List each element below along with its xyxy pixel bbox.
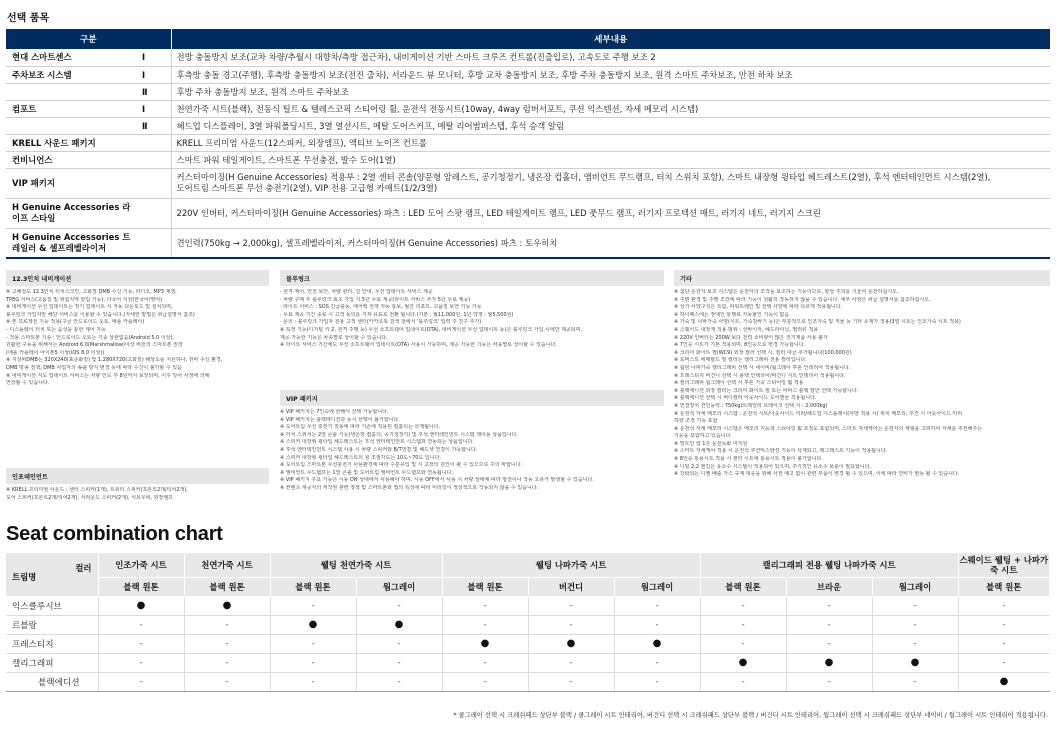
trim-row bbox=[6, 615, 1050, 634]
nav-note-title: 12.3인치 내비게이션 bbox=[6, 270, 269, 286]
option-description-line: 헤드업 디스플레이, 3열 파워폴딩시트, 3열 열선시트, 메탈 도어스커프, 메탈 리어범퍼스텝, 후석 승객 알림 bbox=[176, 120, 565, 131]
availability-dash: - bbox=[98, 653, 184, 672]
ent-notes bbox=[6, 487, 271, 502]
option-level: Ⅰ bbox=[142, 69, 146, 80]
nav-notes bbox=[6, 289, 271, 388]
availability-dash: - bbox=[442, 653, 528, 672]
note-line: ※ 스마트 자세케어 적용 시 운전석 쿠션익스텐션 기능이 삭제되고, 레그레스트 기능이 적용됩니다. bbox=[674, 448, 888, 455]
note-line: ※ 지상파DMB는 320X240(표준화질) 및 1,280X720(고화질) 해상도를 지원하나, 전파 수신 환경, bbox=[6, 357, 223, 364]
availability-dash: - bbox=[958, 596, 1049, 615]
option-name bbox=[6, 66, 171, 83]
option-name bbox=[6, 49, 171, 66]
note-line: ※ 220V 인버터는 200W 보다 전력 소비량이 많은 전기제품 사용 불가 bbox=[674, 334, 828, 341]
note-line: ※ 스피커 내장형 윙타입 헤드레스트의 윙 조절각도는 10도~70도 입니다. bbox=[280, 454, 441, 461]
availability-dash: - bbox=[98, 672, 184, 691]
group-header: 천연가죽 시트 bbox=[184, 553, 270, 577]
note-line: 블루링크 가입자만 해당 서비스를 이용할 수 있습니다.(자세한 방법은 취급설명서 참조) bbox=[6, 311, 195, 318]
note-line: ※ 컨텐츠 재공자의 저작권 관련 정책 및 스마트폰과 앱의 특성에 따라 미러링이 정상적으로 작동되지 않을 수 있습니다. bbox=[280, 484, 539, 491]
note-line: ※ 폰 프로젝션 기능 적용(구글 안드로이드 오토, 애플 카플레이) bbox=[6, 319, 145, 326]
availability-dash: - bbox=[528, 653, 614, 672]
note-line: ※ 고해상도 12.3인치 터치스크린, 고화질 DMB 수신 기능, 라디오, MP3 재생, bbox=[6, 289, 177, 295]
availability-dash: - bbox=[98, 634, 184, 653]
availability-dash: - bbox=[700, 634, 786, 653]
options-row bbox=[6, 134, 1050, 151]
note-line: ※ 주변 환경 및 주행 조건에 따라 기능이 원활히 작동하지 않을 수 있습니다. 세부 사항은 취급 설명서를 참조하십시오. bbox=[674, 296, 931, 303]
options-title: 선택 품목 bbox=[7, 13, 50, 24]
option-name bbox=[6, 151, 171, 168]
availability-dash: - bbox=[700, 672, 786, 691]
options-header-category: 구분 bbox=[6, 29, 171, 49]
bluelink-note-title: 블루링크 bbox=[280, 270, 664, 286]
note-line: ※ 프레스티지 버건디 선택 시 블랙 인테리어/버건디 시트 인테리어 적용됩니다. bbox=[674, 372, 846, 379]
note-line: - 적용 스마트폰 기종 : 안드로이드 오토는 기종 상관없음(Android 5.0 이상), bbox=[6, 334, 175, 341]
color-header: 블랙 원톤 bbox=[270, 577, 356, 596]
group-header: 웰팅 천연가죽 시트 bbox=[270, 553, 442, 577]
trim-name: 르블랑 bbox=[6, 615, 98, 634]
note-line: ※ VIP 패키지는 7인승에 한해서 선택 가능합니다. bbox=[280, 409, 389, 415]
options-header-details: 세부내용 bbox=[171, 29, 1050, 49]
option-name-text: 컴포트 bbox=[12, 103, 37, 114]
availability-dot: ● bbox=[270, 615, 356, 634]
note-line: ※ 도어트림 스마트폰 무선충전기 사용환경에 따라 수분유입 및 시 고장의 원인이 될 수 있으므로 주의 바랍니다. bbox=[280, 462, 523, 469]
availability-dash: - bbox=[872, 672, 958, 691]
availability-dash: - bbox=[958, 634, 1049, 653]
note-line: · 라이트 서비스 : SOS 긴급출동, 에어백 전개 자동 통보, 월간 리포트, 고품질 보안 기능 가능 bbox=[280, 304, 482, 311]
option-description bbox=[171, 49, 1050, 66]
note-line: - 디스플레이 터치 또는 음성을 통한 제어 가능 bbox=[6, 326, 106, 333]
option-description-line: 커스터마이징(H Genuine Accessories) 적용부 : 2열 센터 콘솔(양문형 암레스트, 공기청정기, 냉온장 컵홀더, 앰비언트 무드램프, 터치 스위치 포함), 스마트 내장형 윙타입 헤드레스트(2열), 후석 엔터테인먼트 시스템(2열), bbox=[176, 172, 991, 182]
option-description bbox=[171, 100, 1050, 117]
availability-dot: ● bbox=[442, 634, 528, 653]
trim-name: 캘리그래피 bbox=[6, 653, 98, 672]
note-line: ※ 가죽 및 나파가죽 사양(시트, 가죽감싸기 등)은 부분적으로 인조가죽 및 직물 등 기타 소재가 적용(3열 시트는 인조가죽 시트 적용) bbox=[674, 319, 961, 326]
color-header: 웜그레이 bbox=[872, 577, 958, 596]
etc-note-title: 기타 bbox=[674, 270, 1050, 286]
availability-dash: - bbox=[442, 615, 528, 634]
vip-notes bbox=[280, 409, 668, 493]
availability-dash: - bbox=[872, 634, 958, 653]
seat-combination-table bbox=[6, 553, 1050, 692]
note-line: ※ 빌트인 캠 1은 운전녹화 미지원 bbox=[674, 440, 748, 447]
option-name bbox=[6, 83, 171, 100]
availability-dash: - bbox=[700, 596, 786, 615]
group-header: 웰팅 나파가죽 시트 bbox=[442, 553, 700, 577]
availability-dash: - bbox=[700, 615, 786, 634]
note-line: ※ 블랙에디션 외장 컬러는 크리미 화이트 펄 또는 어비스 블랙 펄만 선택 가능합니다. bbox=[674, 387, 859, 394]
option-description bbox=[171, 151, 1050, 168]
options-row bbox=[6, 83, 1050, 100]
option-name-text: 컨비니언스 bbox=[12, 154, 53, 165]
note-line: 제공 가능한 기능은 차종별로 상이할 수 있습니다. bbox=[280, 334, 388, 341]
note-line: ※ 운전석 자세 메모리 시스템은 메모리 기능과 스티어링 휠 조정도 포함되며, 스마트 자세케어는 운전자의 체형을 고려하여 자세를 추천해주는 bbox=[674, 425, 983, 432]
note-line: 도어 스피커(프론트2개/리어2개), 서라운드 스피커(2개), 서브우퍼, 외장앰프 bbox=[6, 494, 173, 501]
color-header: 브라운 bbox=[786, 577, 872, 596]
color-header: 버건디 bbox=[528, 577, 614, 596]
note-line: · 무료 제공 기간 종료 시 고객 동의를 거쳐 유료로 전환 됩니다.(기본 : 월11,000원, 1년 약정 : 월5,500원) bbox=[280, 311, 514, 318]
corner-color-label: 컬러 bbox=[75, 563, 92, 573]
availability-dash: - bbox=[614, 596, 700, 615]
seat-table-corner bbox=[6, 553, 98, 596]
option-name bbox=[6, 168, 171, 198]
option-name-text: KRELL 사운드 패키지 bbox=[12, 137, 96, 148]
availability-dash: - bbox=[270, 672, 356, 691]
availability-dash: - bbox=[528, 672, 614, 691]
note-line: ※ 스피커 내장형 윙타입 헤드레스트는 후석 엔터테인먼트 시스템과 연동되는 상품입니다. bbox=[280, 439, 474, 446]
note-line: 연장될 수 있습니다. bbox=[6, 380, 50, 387]
note-line: 원활한 구동을 위해서는 Android 6.0(Marshmallow)이상 버전의 스마트폰 권장 bbox=[6, 342, 183, 349]
bluelink-notes bbox=[280, 289, 668, 350]
note-line: ※ 상기 사양구성은 트림, 파워트레인 및 선택 사양에 따라 다르게 적용됩니다. bbox=[674, 304, 843, 311]
availability-dash: - bbox=[356, 672, 442, 691]
option-level: Ⅰ bbox=[142, 52, 146, 63]
option-description-line: 천연가죽 시트(블랙), 전동식 틸트 & 텔레스코픽 스티어링 휠, 운전석 전동시트(10way, 4way 럼버서포트, 쿠션 익스텐션, 자세 메모리 시스템) bbox=[176, 103, 699, 114]
option-description bbox=[171, 66, 1050, 83]
option-name-text: H Genuine Accessories 라이프 스타일 bbox=[12, 202, 131, 223]
note-line: ※ VIP 패키지는 블랙테디션과 동시 선택이 불가합니다. bbox=[280, 416, 400, 423]
note-line: ※ 앰비언트 무드램프는 1열 콘솔 및 도어트림 앰비언트 무드램프와 연동됩니다. bbox=[280, 469, 453, 476]
seat-chart-title: Seat combination chart bbox=[6, 523, 223, 545]
trim-row bbox=[6, 596, 1050, 615]
availability-dash: - bbox=[184, 634, 270, 653]
availability-dot: ● bbox=[700, 653, 786, 672]
color-header: 블랙 원톤 bbox=[184, 577, 270, 596]
note-line: ※ 운전석 자세 메모리 시스템 : 운전석 시트/아웃사이드 미러/헤드업 디스플레이(사양 적용 시) 위치 메모리, 후진 시 아웃사이드 미러 bbox=[674, 410, 963, 417]
availability-dash: - bbox=[872, 615, 958, 634]
option-description-line: 스마트 파워 테일게이트, 스마트폰 무선충전, 발수 도어(1열) bbox=[176, 154, 396, 165]
note-line: ※ 연결장치 견인능력 : 750kg(트레일러 브레이크 선택 시 : 2,000kg) bbox=[674, 402, 828, 409]
note-line: ※ 특정 기능(디지털 키 2, 원격 주행 등) 무선 소프트웨어 업데이트(OTA), 내비게이션 무선 업데이트 등)은 블루링크 가입 시에만 제공되며, bbox=[280, 326, 583, 333]
option-name-text: VIP 패키지 bbox=[12, 178, 55, 188]
ent-note-title: 인포테인먼트 bbox=[6, 468, 269, 484]
note-line: ※ 블랙에디션 선택 시 버디컬러 아웃사이드 도어핸들 적용됩니다. bbox=[674, 395, 817, 402]
note-line: · 원격 제어, 안전 보안, 차량 관리, 길 안내, 무선 업데이트 서비스 제공 bbox=[280, 289, 433, 295]
availability-dot: ● bbox=[872, 653, 958, 672]
note-line: ※ 라이트 서비스 기간에도 무선 소프트웨어 업데이트(OTA) 사용이 가능하며, 제공 가능한 기능은 차종별로 상이할 수 있습니다. bbox=[280, 342, 557, 349]
option-name bbox=[6, 117, 171, 134]
availability-dash: - bbox=[786, 596, 872, 615]
option-description-line: KRELL 프리미엄 사운드(12스피커, 외장앰프), 액티브 노이즈 컨트롤 bbox=[176, 137, 427, 148]
availability-dash: - bbox=[270, 634, 356, 653]
availability-dash: - bbox=[786, 672, 872, 691]
note-line: ※ 캘리그래피 웜그레이 선택 시 투톤 가죽 스티어링 휠 적용 bbox=[674, 380, 804, 387]
option-name bbox=[6, 134, 171, 151]
note-line: ※ 터치 스위치는 2열 콘솔 기능(냉온장 컵홀더, 공기청정기) 및 후석 엔터테인먼트 시스템 제어용 상품입니다. bbox=[280, 431, 518, 438]
availability-dash: - bbox=[872, 596, 958, 615]
option-name bbox=[6, 100, 171, 117]
option-description bbox=[171, 168, 1050, 198]
option-description-line: 견인력(750kg → 2,000kg), 셀프레벨라이저, 커스터마이징(H Genuine Accessories) 파츠 : 토우히치 bbox=[176, 237, 558, 248]
vip-note-title: VIP 패키지 bbox=[280, 390, 664, 406]
group-header: 스웨이드 웰팅 + 나파가죽 시트 bbox=[958, 553, 1049, 577]
trim-row bbox=[6, 634, 1050, 653]
note-line: ※ 7인승 시트가 기본 적용되며, 8인승으로 변경 가능합니다. bbox=[674, 342, 806, 349]
group-header: 인조가죽 시트 bbox=[98, 553, 184, 577]
availability-dash: - bbox=[958, 615, 1049, 634]
availability-dot: ● bbox=[958, 672, 1049, 691]
option-name-text: H Genuine Accessories 트레일러 & 셀프레벨라이저 bbox=[12, 231, 131, 253]
option-description-line: 후방 주차 충돌방지 보조, 원격 스마트 주차보조 bbox=[176, 86, 349, 97]
group-header: 캘리그래피 전용 웰팅 나파가죽 시트 bbox=[700, 553, 958, 577]
note-line: ※ KRELL 프리미엄 사운드 : 센터 스피커(1개), 트위터 스피커(프론트2개/리어2개), bbox=[6, 487, 188, 493]
availability-dash: - bbox=[356, 653, 442, 672]
note-line: ※ 스웨이드 내장재 적용 범위 : 선바이저, 헤드라이닝, 필러류 적용 bbox=[674, 326, 819, 333]
color-header: 블랙 원톤 bbox=[98, 577, 184, 596]
note-line: ※ 강화되는 디젤 배출 가스 규제 대응을 위해 사전 예고 없이 관련 부품이 변경 될 수 있으며, 이에 따라 연비가 변동 될 수 있습니다. bbox=[674, 471, 960, 478]
color-header: 웜그레이 bbox=[356, 577, 442, 596]
availability-dash: - bbox=[528, 615, 614, 634]
option-level: Ⅱ bbox=[142, 86, 148, 97]
note-line: DMB 방송 정책, DMB 사업자의 송출 방식 변경 등에 따라 수신이 불가할 수 있음 bbox=[6, 364, 182, 371]
option-description bbox=[171, 117, 1050, 134]
availability-dash: - bbox=[270, 653, 356, 672]
note-line: ※ 도어트림 무선 충전기 적용에 따라 기존에 적용된 컵홀더는 삭제됩니다. bbox=[280, 424, 441, 431]
note-line: ※ 하이패스에는 장애인 통행료 자동할인 기능이 없음 bbox=[674, 311, 790, 318]
color-header: 블랙 원톤 bbox=[958, 577, 1049, 596]
option-description-line: 후측방 충돌 경고(주행), 후측방 충돌방지 보조(전진 출차), 서라운드 뷰 모니터, 후방 교차 충돌방지 보조, 후방 주차 충돌방지 보조, 원격 스마트 주차보조, 안전 하차 보조 bbox=[176, 69, 793, 80]
note-line: ※ 내비게이션 지도 업데이트 서비스는 차량 인도 후 8년까지 보장되며, 이후 당사 사정에 의해 bbox=[6, 372, 210, 379]
trim-name: 익스클루시브 bbox=[6, 596, 98, 615]
note-line: (애플 카플레이 아이폰5 이상(iOS 8.0 이상)) bbox=[6, 349, 105, 356]
option-level: Ⅱ bbox=[142, 120, 148, 131]
color-header: 웜그레이 bbox=[614, 577, 700, 596]
option-description-line: 220V 인버터, 커스터마이징(H Genuine Accessories) 파츠 : LED 도어 스팟 램프, LED 테일게이트 램프, LED 풋무드 램프, 러기지 프로텍션 매트, 러기지 네트, 러기지 스크린 bbox=[176, 208, 821, 218]
availability-dash: - bbox=[786, 615, 872, 634]
note-line: ※ 디털 2.2 엔진은 유소수 시스템이 적용되어 있으며, 주기적인 유소수 보충이 필요합니다. bbox=[674, 463, 872, 470]
option-name bbox=[6, 228, 171, 258]
note-line: TPEG 서비스(고품질 및 위험지역 알림 기능), 다국어 지원(한국어/영어) bbox=[6, 296, 163, 303]
availability-dot: ● bbox=[786, 653, 872, 672]
option-name bbox=[6, 198, 171, 228]
note-line: 하향 조정 기능 포함 bbox=[674, 418, 718, 425]
note-line: ※ VIP 패키지 주요 기능은 시동 ON 상태에서 사용해야 하며, 시동 OFF에서 사용 시 차량 상태에 따라 방전이나 작동 오류가 발생할 수 있습니다. bbox=[280, 477, 594, 484]
options-row bbox=[6, 198, 1050, 228]
options-row bbox=[6, 117, 1050, 134]
availability-dot: ● bbox=[98, 596, 184, 615]
option-name-text: 현대 스마트센스 bbox=[12, 52, 72, 63]
option-description-line: 도어트림 스마트폰 무선 충전기(2열), VIP 전용 고급형 카매트(1/2/3열) bbox=[176, 183, 438, 193]
option-description bbox=[171, 198, 1050, 228]
option-level: Ⅰ bbox=[142, 103, 146, 114]
options-row bbox=[6, 228, 1050, 258]
option-description bbox=[171, 134, 1050, 151]
availability-dash: - bbox=[184, 615, 270, 634]
availability-dot: ● bbox=[614, 634, 700, 653]
availability-dash: - bbox=[184, 672, 270, 691]
availability-dash: - bbox=[786, 634, 872, 653]
note-line: ※ 웜팅 나파가죽 캘리그래피 선택 시 네이비/웜그레이 투톤 인테리어 적용됩니다. bbox=[674, 364, 851, 371]
note-line: ※ 후석 엔터테인먼트 시스템 사용 시 차량 스피커와 B/T연결 및 헤드셋 연결이 가능합니다. bbox=[280, 446, 478, 453]
availability-dash: - bbox=[356, 596, 442, 615]
note-line: ※ 로버스트 에메랄드 펄 컬러는 캘리그래피 전용 컬러입니다. bbox=[674, 357, 807, 364]
availability-dash: - bbox=[614, 615, 700, 634]
etc-notes bbox=[674, 289, 1052, 479]
note-line: 기능을 포함하고 있습니다. bbox=[674, 433, 732, 440]
seat-footnote: * 쿨그레이 선택 시 크레쉬패드 상단부 블랙 / 쿨그레이 시트 인테리어, 버건디 선택 시 크레쉬패드 상단부 블랙 / 버건디 시트 인테리어, 웜그레이 선택 시 크레쉬패드 상단부 네이비 / 웜그레이 시트 인테리어 적용됩니다. bbox=[453, 712, 1048, 719]
options-row bbox=[6, 49, 1050, 66]
trim-name: 프레스티지 bbox=[6, 634, 98, 653]
availability-dot: ● bbox=[184, 596, 270, 615]
options-row bbox=[6, 168, 1050, 198]
availability-dot: ● bbox=[356, 615, 442, 634]
note-line: ※ 내비게이션 무선 업데이트는 정기 업데이트 시 자동 다운로드 및 설치되며, bbox=[6, 304, 173, 311]
trim-name: 블랙에디션 bbox=[6, 672, 98, 691]
availability-dash: - bbox=[442, 596, 528, 615]
availability-dash: - bbox=[270, 596, 356, 615]
note-line: ※ 크리미 화이트 펄(WC9) 외장 컬러 선택 시, 컬러 대금 추가됩니다(100,000원) bbox=[674, 349, 852, 356]
corner-trim-label: 트림명 bbox=[12, 571, 37, 582]
trim-row bbox=[6, 653, 1050, 672]
options-row bbox=[6, 151, 1050, 168]
option-name-text: 주차보조 시스템 bbox=[12, 69, 72, 80]
availability-dash: - bbox=[356, 634, 442, 653]
availability-dash: - bbox=[528, 596, 614, 615]
availability-dash: - bbox=[184, 653, 270, 672]
availability-dash: - bbox=[614, 672, 700, 691]
option-description bbox=[171, 228, 1050, 258]
availability-dot: ● bbox=[528, 634, 614, 653]
color-header: 블랙 원톤 bbox=[442, 577, 528, 596]
trim-row bbox=[6, 672, 1050, 691]
options-table bbox=[6, 29, 1050, 259]
note-line: ※ 첨단 운전자 보조 시스템은 운전자의 조작을 보조하는 기능이므로, 항상 주의를 기울여 운전하십시오. bbox=[674, 289, 899, 295]
note-line: · 차량 구매 후 블루링크 최초 가입 시 5년 무료 제공(라이트 서비스 추가 5년 무료 제공) bbox=[280, 296, 471, 303]
availability-dash: - bbox=[98, 615, 184, 634]
note-line: · 문의 : 블루링크 가입자 전용 고객 센터(카카오톡 검색 창에서 '블루링크' 입력 후 친구 추가) bbox=[280, 319, 482, 326]
option-description bbox=[171, 83, 1050, 100]
options-row bbox=[6, 66, 1050, 83]
availability-dash: - bbox=[614, 653, 700, 672]
options-row bbox=[6, 100, 1050, 117]
note-line: ※ 8인승 통풍시트 적용 시 센터 시트에 통풍시트 적용이 불가합니다. bbox=[674, 456, 823, 463]
option-description-line: 전방 충돌방지 보조(교차 차량/추월시 대향차/측방 접근차), 내비게이션 기반 스마트 크루즈 컨트롤(진출입로), 고속도로 주행 보조 2 bbox=[176, 52, 656, 63]
availability-dash: - bbox=[958, 653, 1049, 672]
color-header: 블랙 원톤 bbox=[700, 577, 786, 596]
availability-dash: - bbox=[442, 672, 528, 691]
